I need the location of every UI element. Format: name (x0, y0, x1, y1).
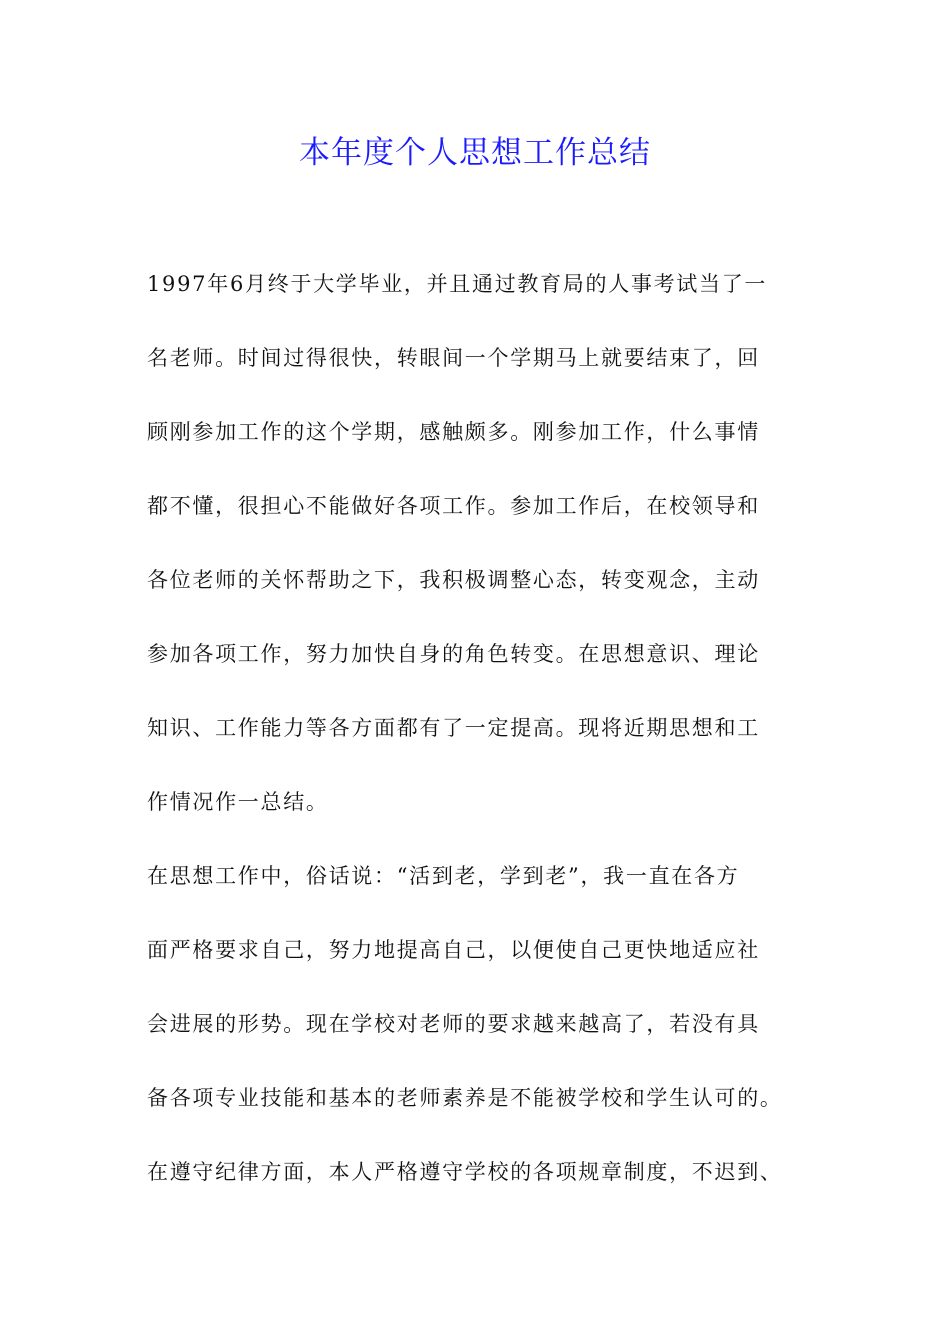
body-line: 1997年6月终于大学毕业，并且通过教育局的人事考试当了一 (147, 272, 768, 296)
body-line: 在遵守纪律方面，本人严格遵守学校的各项规章制度，不迟到、 (147, 1160, 783, 1184)
body-line: 顾刚参加工作的这个学期，感触颇多。刚参加工作，什么事情 (147, 420, 760, 444)
body-line: 在思想工作中，俗话说：“活到老，学到老”，我一直在各方 (147, 864, 740, 888)
body-line: 作情况作一总结。 (147, 790, 329, 814)
body-line: 都不懂，很担心不能做好各项工作。参加工作后，在校领导和 (147, 494, 760, 518)
document-body (147, 264, 827, 1226)
body-line: 备各项专业技能和基本的老师素养是不能被学校和学生认可的。 (147, 1086, 783, 1110)
body-line: 各位老师的关怀帮助之下，我积极调整心态，转变观念，主动 (147, 568, 760, 592)
body-line: 名老师。时间过得很快，转眼间一个学期马上就要结束了，回 (147, 346, 760, 370)
body-line: 会进展的形势。现在学校对老师的要求越来越高了，若没有具 (147, 1012, 760, 1036)
body-line: 面严格要求自己，努力地提高自己，以便使自己更快地适应社 (147, 938, 760, 962)
document-title: 本年度个人思想工作总结 (299, 135, 651, 171)
body-line: 知识、工作能力等各方面都有了一定提高。现将近期思想和工 (147, 716, 760, 740)
body-line: 参加各项工作，努力加快自身的角色转变。在思想意识、理论 (147, 642, 760, 666)
